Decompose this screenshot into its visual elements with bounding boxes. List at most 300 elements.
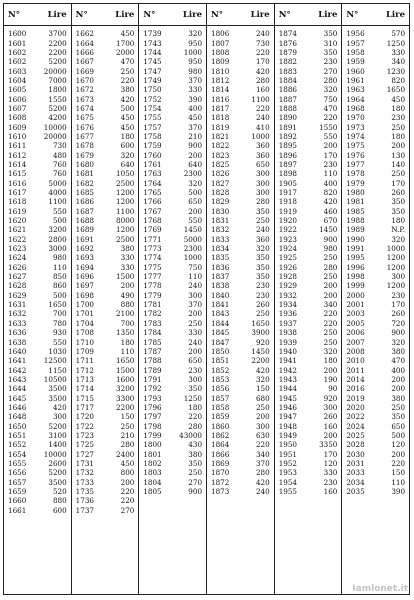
item-price: 300	[323, 402, 338, 412]
table-row	[275, 393, 342, 402]
item-number: 1601	[8, 38, 27, 48]
item-price: 3200	[48, 225, 67, 235]
item-price: 200	[391, 449, 406, 459]
item-price: 450	[120, 458, 135, 468]
item-number: 2033	[346, 468, 365, 478]
item-number: 2019	[346, 393, 365, 403]
item-number: 1752	[143, 94, 162, 104]
item-number: 1988	[346, 216, 365, 226]
item-number: 1923	[278, 234, 297, 244]
item-number: 1783	[143, 318, 162, 328]
item-number: 1991	[346, 244, 365, 254]
item-price: 720	[391, 318, 406, 328]
item-price: 3350	[319, 440, 338, 450]
item-number: 1666	[75, 47, 94, 57]
item-price: 8000	[116, 216, 135, 226]
item-number: 1727	[75, 449, 94, 459]
item-price: 4000	[48, 188, 67, 198]
item-price: 350	[255, 272, 270, 282]
column-rows	[275, 26, 342, 594]
table-row	[207, 235, 274, 244]
table-row	[275, 412, 342, 421]
table-row	[139, 384, 206, 393]
table-row	[4, 431, 71, 440]
table-row	[139, 141, 206, 150]
item-number: 1798	[143, 421, 162, 431]
table-row	[72, 487, 139, 496]
item-price: 90	[328, 384, 338, 394]
table-row	[342, 48, 409, 57]
table-row	[72, 478, 139, 487]
item-number: 1964	[346, 94, 365, 104]
item-number: 1731	[75, 458, 94, 468]
table-row	[275, 309, 342, 318]
item-price: 1500	[116, 365, 135, 375]
column-header	[342, 4, 409, 26]
item-price: 330	[391, 47, 406, 57]
item-number: 1977	[346, 159, 365, 169]
table-row	[4, 272, 71, 281]
item-price: 630	[255, 430, 270, 440]
table-row	[207, 94, 274, 103]
header-value: Lire	[385, 9, 406, 20]
item-number: 1771	[143, 234, 162, 244]
table-row	[139, 216, 206, 225]
item-number: 1958	[346, 47, 365, 57]
item-price: 220	[120, 75, 135, 85]
item-price: 260	[391, 309, 406, 319]
item-number: 1831	[211, 216, 230, 226]
item-price: 300	[188, 374, 203, 384]
item-number: 1619	[8, 206, 27, 216]
item-price: 2200	[251, 356, 270, 366]
column-rows	[139, 26, 206, 594]
item-price: 1100	[48, 197, 67, 207]
item-price: 1350	[116, 328, 135, 338]
item-price: 240	[255, 113, 270, 123]
table-row	[207, 459, 274, 468]
item-price: 400	[323, 178, 338, 188]
item-price: 330	[120, 253, 135, 263]
item-number: 1898	[278, 169, 297, 179]
item-number: 1837	[211, 272, 230, 282]
table-row	[207, 104, 274, 113]
item-number: 1633	[8, 318, 27, 328]
item-number: 1710	[75, 337, 94, 347]
item-number: 1829	[211, 197, 230, 207]
item-number: 1612	[8, 150, 27, 160]
table-row	[139, 421, 206, 430]
item-number: 1674	[75, 103, 94, 113]
item-price: 110	[188, 272, 203, 282]
table-row	[275, 179, 342, 188]
table-row	[275, 478, 342, 487]
item-number: 1605	[8, 85, 27, 95]
table-row	[342, 29, 409, 38]
item-price: 900	[323, 234, 338, 244]
item-number: 1816	[211, 94, 230, 104]
item-price: 680	[255, 393, 270, 403]
table-row	[4, 365, 71, 374]
item-number: 1766	[143, 197, 162, 207]
item-price: 330	[120, 262, 135, 272]
table-row	[4, 225, 71, 234]
table-row	[139, 188, 206, 197]
item-price: 3500	[48, 393, 67, 403]
table-row	[275, 207, 342, 216]
item-number: 1657	[8, 477, 27, 487]
item-price: 1050	[116, 169, 135, 179]
table-row	[207, 197, 274, 206]
item-price: 3500	[48, 477, 67, 487]
table-row	[72, 328, 139, 337]
table-row	[139, 309, 206, 318]
table-row	[72, 169, 139, 178]
item-price: 220	[323, 309, 338, 319]
item-number: 2030	[346, 449, 365, 459]
item-number: 2001	[346, 300, 365, 310]
item-price: 520	[52, 487, 67, 497]
item-price: 420	[255, 66, 270, 76]
item-number: 1999	[346, 281, 365, 291]
item-number: 1835	[211, 253, 230, 263]
item-price: 220	[255, 103, 270, 113]
table-row	[72, 160, 139, 169]
table-row	[207, 76, 274, 85]
item-price: 950	[188, 57, 203, 67]
table-row	[342, 38, 409, 47]
table-row	[275, 487, 342, 496]
table-row	[72, 421, 139, 430]
table-row	[4, 337, 71, 346]
table-row	[207, 309, 274, 318]
table-column	[275, 4, 343, 594]
item-price: 350	[323, 29, 338, 39]
item-price: 250	[323, 253, 338, 263]
item-price: 160	[323, 487, 338, 497]
table-row	[275, 150, 342, 159]
item-price: 2500	[116, 178, 135, 188]
table-row	[4, 216, 71, 225]
item-price: 1200	[116, 188, 135, 198]
table-row	[139, 328, 206, 337]
table-row	[275, 403, 342, 412]
item-price: 4200	[48, 113, 67, 123]
item-number: 1645	[8, 393, 27, 403]
item-number: 1822	[211, 141, 230, 151]
item-number: 1980	[346, 188, 365, 198]
item-price: 750	[188, 262, 203, 272]
item-price: 2300	[183, 244, 203, 254]
item-price: 300	[255, 169, 270, 179]
table-row	[72, 365, 139, 374]
item-number: 1834	[211, 244, 230, 254]
item-price: 670	[323, 216, 338, 226]
item-number: 1692	[75, 244, 94, 254]
table-row	[139, 76, 206, 85]
table-row	[342, 459, 409, 468]
item-price: 220	[120, 487, 135, 497]
item-price: 900	[391, 328, 406, 338]
item-price: 1200	[386, 281, 406, 291]
item-number: 2031	[346, 458, 365, 468]
item-price: 230	[391, 113, 406, 123]
item-number: 1602	[8, 57, 27, 67]
item-price: 10000	[43, 449, 67, 459]
item-number: 1957	[346, 38, 365, 48]
table-row	[139, 132, 206, 141]
table-row	[342, 487, 409, 496]
item-number: 1949	[278, 430, 297, 440]
item-number: 1609	[8, 122, 27, 132]
table-row	[4, 375, 71, 384]
item-number: 1979	[346, 178, 365, 188]
item-number: 1802	[143, 458, 162, 468]
item-number: 1864	[211, 440, 230, 450]
item-price: 240	[188, 281, 203, 291]
item-price: 350	[255, 262, 270, 272]
item-number: 2035	[346, 487, 365, 497]
table-row	[72, 496, 139, 505]
item-number: 1617	[8, 188, 27, 198]
table-row	[207, 393, 274, 402]
item-price: 500	[52, 290, 67, 300]
item-price: 1650	[116, 356, 135, 366]
item-number: 1614	[8, 159, 27, 169]
item-number: 1886	[278, 85, 297, 95]
table-row	[207, 132, 274, 141]
table-row	[139, 179, 206, 188]
item-price: 650	[188, 197, 203, 207]
item-price: 450	[120, 122, 135, 132]
item-price: 320	[323, 85, 338, 95]
item-number: 1858	[211, 402, 230, 412]
item-number: 1973	[346, 122, 365, 132]
table-row	[342, 253, 409, 262]
table-row	[72, 38, 139, 47]
table-column	[72, 4, 140, 594]
item-number: 1618	[8, 197, 27, 207]
table-row	[207, 244, 274, 253]
item-price: 730	[255, 38, 270, 48]
item-price: 3000	[48, 244, 67, 254]
item-price: 1650	[251, 318, 270, 328]
item-price: 1400	[48, 440, 67, 450]
header-number: N°	[8, 9, 21, 20]
item-price: 640	[120, 159, 135, 169]
item-number: 1736	[75, 496, 94, 506]
table-row	[342, 393, 409, 402]
item-number: 1632	[8, 309, 27, 319]
item-number: 1974	[346, 131, 365, 141]
item-price: 300	[52, 412, 67, 422]
item-number: 1823	[211, 150, 230, 160]
item-price: 2200	[48, 47, 67, 57]
item-number: 1750	[143, 85, 162, 95]
item-price: 3700	[48, 29, 67, 39]
item-price: 250	[255, 309, 270, 319]
item-price: N.P.	[391, 225, 406, 235]
item-number: 1629	[8, 290, 27, 300]
item-number: 1745	[143, 57, 162, 67]
table-row	[72, 412, 139, 421]
item-price: 10500	[43, 374, 67, 384]
item-price: 820	[391, 75, 406, 85]
item-price: 220	[120, 496, 135, 506]
item-number: 1860	[211, 421, 230, 431]
item-price: 1650	[386, 85, 406, 95]
table-row	[275, 253, 342, 262]
item-price: 410	[255, 122, 270, 132]
item-number: 1754	[143, 103, 162, 113]
item-price: 220	[188, 412, 203, 422]
item-price: 380	[391, 393, 406, 403]
item-price: 1000	[251, 131, 270, 141]
column-header	[207, 4, 274, 26]
table-row	[207, 48, 274, 57]
table-row	[207, 468, 274, 477]
item-price: 330	[188, 328, 203, 338]
column-rows	[4, 26, 71, 594]
item-number: 1626	[8, 262, 27, 272]
item-number: 2016	[346, 384, 365, 394]
item-number: 1887	[278, 94, 297, 104]
table-row	[207, 281, 274, 290]
item-number: 1963	[346, 85, 365, 95]
table-row	[207, 225, 274, 234]
item-price: 250	[323, 272, 338, 282]
item-price: 2100	[116, 309, 135, 319]
table-row	[275, 328, 342, 337]
table-row	[139, 403, 206, 412]
table-row	[139, 356, 206, 365]
item-price: 200	[188, 309, 203, 319]
item-number: 1944	[278, 384, 297, 394]
item-number: 1869	[211, 458, 230, 468]
item-price: 1450	[251, 346, 270, 356]
item-number: 1888	[278, 103, 297, 113]
item-number: 1819	[211, 122, 230, 132]
table-row	[207, 38, 274, 47]
table-row	[207, 253, 274, 262]
table-row	[139, 347, 206, 356]
table-row	[275, 468, 342, 477]
table-row	[275, 384, 342, 393]
item-price: 1550	[319, 122, 338, 132]
item-price: 280	[255, 75, 270, 85]
table-row	[275, 85, 342, 94]
item-price: 260	[391, 188, 406, 198]
item-price: 200	[255, 412, 270, 422]
item-number: 2011	[346, 365, 365, 375]
table-row	[275, 235, 342, 244]
item-price: 330	[188, 85, 203, 95]
item-price: 370	[188, 75, 203, 85]
table-row	[207, 347, 274, 356]
item-number: 1922	[278, 225, 297, 235]
table-row	[342, 225, 409, 234]
item-number: 2006	[346, 328, 365, 338]
item-price: 860	[52, 281, 67, 291]
item-price: 750	[323, 94, 338, 104]
table-row	[275, 29, 342, 38]
item-price: 320	[120, 150, 135, 160]
table-row	[4, 319, 71, 328]
item-price: 1450	[183, 225, 203, 235]
item-price: 320	[391, 234, 406, 244]
item-price: 300	[255, 188, 270, 198]
table-row	[4, 347, 71, 356]
item-price: 1200	[116, 197, 135, 207]
item-price: 300	[255, 421, 270, 431]
item-price: 1200	[386, 262, 406, 272]
item-number: 1687	[75, 206, 94, 216]
table-row	[275, 319, 342, 328]
item-price: 200	[188, 150, 203, 160]
item-price: 260	[323, 412, 338, 422]
table-row	[275, 300, 342, 309]
table-column	[342, 4, 409, 594]
item-price: 20000	[43, 66, 67, 76]
item-price: 1000	[183, 47, 203, 57]
item-price: 240	[188, 337, 203, 347]
item-price: 320	[255, 374, 270, 384]
item-number: 1917	[278, 188, 297, 198]
item-number: 1713	[75, 374, 94, 384]
table-row	[342, 113, 409, 122]
item-price: 360	[255, 141, 270, 151]
table-row	[207, 487, 274, 496]
table-row	[275, 356, 342, 365]
table-row	[4, 263, 71, 272]
item-number: 1940	[278, 346, 297, 356]
table-row	[207, 291, 274, 300]
table-row	[139, 478, 206, 487]
item-price: 700	[120, 318, 135, 328]
table-row	[4, 403, 71, 412]
item-number: 1685	[75, 188, 94, 198]
item-number: 1611	[8, 141, 27, 151]
item-price: 420	[255, 365, 270, 375]
item-number: 1765	[143, 188, 162, 198]
item-number: 1946	[278, 402, 297, 412]
item-number: 1638	[8, 337, 27, 347]
item-price: 1100	[251, 94, 270, 104]
table-row	[275, 160, 342, 169]
table-row	[72, 141, 139, 150]
item-number: 1708	[75, 328, 94, 338]
table-row	[342, 57, 409, 66]
item-number: 1701	[75, 309, 94, 319]
item-number: 1876	[278, 38, 297, 48]
table-row	[207, 337, 274, 346]
item-number: 1677	[75, 131, 94, 141]
table-row	[342, 188, 409, 197]
item-price: 820	[323, 188, 338, 198]
item-price: 260	[255, 300, 270, 310]
item-number: 1862	[211, 430, 230, 440]
item-price: 880	[120, 300, 135, 310]
table-row	[207, 319, 274, 328]
item-price: 3900	[251, 328, 270, 338]
item-price: 800	[120, 468, 135, 478]
item-number: 1961	[346, 75, 365, 85]
item-price: 20000	[43, 131, 67, 141]
table-row	[4, 309, 71, 318]
item-price: 300	[188, 290, 203, 300]
table-row	[275, 272, 342, 281]
item-price: 320	[323, 346, 338, 356]
